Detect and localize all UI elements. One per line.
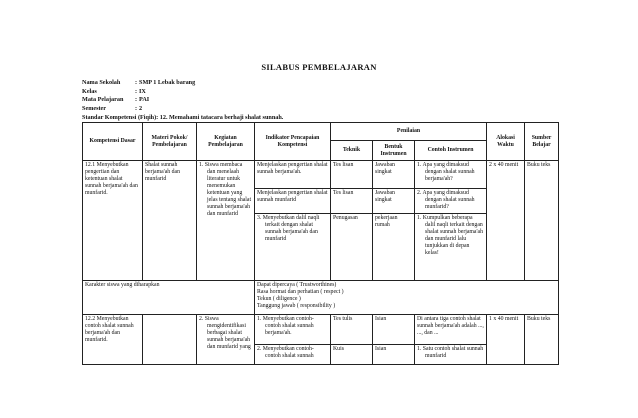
info-value: 2 <box>139 104 143 112</box>
header-contoh: Contoh Instrumen <box>415 141 487 161</box>
cell-teknik: Kuis <box>331 345 373 365</box>
info-value: IX <box>139 87 146 95</box>
info-row-subject: Mata Pelajaran : PAI <box>82 96 150 104</box>
cell-indikator: 1. Menyebutkan contoh-contoh shalat sunnah berjama'ah. <box>255 315 331 345</box>
cell-kegiatan: 2. Siswa mengidentifikasi berbagai shalat sunnah berjama'ah dan munfarid yang <box>197 315 255 365</box>
syllabus-table <box>82 122 559 365</box>
cell-kegiatan: 1. Siswa membaca dan menelaah literatur untuk menemukan ketentuan yang jelas tentang shalat sunnah berjama'ah dan munfarid <box>197 161 255 281</box>
cell-contoh: 2. Apa yang dimaksud dengan shalat sunnah munfarid? <box>415 189 487 214</box>
cell-bentuk: Jawaban singkat <box>373 189 415 214</box>
standar-label: Standar Kompetensi <box>82 114 137 121</box>
header-sumber: Sumber Belajar <box>525 123 559 161</box>
header-bentuk: Bentuk Instrumen <box>373 141 415 161</box>
cell-bentuk: Jawaban singkat <box>373 161 415 189</box>
cell-contoh: 1. Apa yang dimaksud dengan shalat sunnah berjama'ah? <box>415 161 487 189</box>
table-row <box>83 161 559 189</box>
header-materi: Materi Pokok/ Pembelajaran <box>143 123 197 161</box>
info-label: Kelas <box>82 87 97 95</box>
header-kompetensi: Kompetensi Dasar <box>83 123 143 161</box>
document-title: SILABUS PEMBELAJARAN <box>261 62 377 72</box>
cell-teknik: Tes tulis <box>331 315 373 345</box>
cell-materi <box>143 315 197 365</box>
cell-contoh: Di antara tiga contoh shalat sunnah berjama'ah adalah ..., ..., dan ... <box>415 315 487 345</box>
header-kegiatan: Kegiatan Pembelajaran <box>197 123 255 161</box>
header-indikator: Indikator Pencapaian Kompetensi <box>255 123 331 161</box>
karakter-item: Tekun ( diligence ) <box>257 296 301 302</box>
standar-value: (Fiqih): 12. Memahami tatacara berhaji shalat sunnah. <box>137 114 284 121</box>
karakter-label: Karakter siswa yang diharapkan <box>83 281 255 315</box>
karakter-list <box>255 281 559 315</box>
info-row-class: Kelas : IX <box>82 87 146 95</box>
karakter-item: Rasa hormat dan perhatian ( respect ) <box>257 289 344 295</box>
cell-teknik: Tes lisan <box>331 189 373 214</box>
cell-bentuk: pekerjaan rumah <box>373 214 415 281</box>
cell-contoh: 1. Satu contoh shalat sunnah munfarid <box>415 345 487 365</box>
cell-kompetensi: 12.2 Menyebutkan contoh shalat sunnah berjama'ah dan munfarid. <box>83 315 143 365</box>
cell-alokasi: 2 x 40 menit <box>487 161 525 281</box>
header-alokasi: Alokasi Waktu <box>487 123 525 161</box>
school-info <box>82 79 195 113</box>
info-label: Semester <box>82 104 107 112</box>
karakter-row <box>83 281 559 315</box>
info-value: SMP 1 Lebak barang <box>139 79 196 86</box>
cell-teknik: Penugasan <box>331 214 373 281</box>
header-teknik: Teknik <box>331 141 373 161</box>
cell-teknik: Tes lisan <box>331 161 373 189</box>
header-penilaian: Penilaian <box>331 123 487 141</box>
cell-alokasi: 1 x 40 menit <box>487 315 525 365</box>
cell-indikator: Menjelaskan pengertian shalat sunnah munfarid <box>255 189 331 214</box>
cell-kompetensi: 12.1 Menyebutkan pengertian dan ketentuan shalat sunnah berjama'ah dan munfarid. <box>83 161 143 281</box>
table-row <box>83 315 559 345</box>
standar-kompetensi <box>82 114 283 121</box>
info-value: PAI <box>139 96 150 104</box>
info-label: Mata Pelajaran <box>82 96 124 104</box>
cell-sumber: Buku teks <box>525 315 559 365</box>
cell-indikator: 3. Menyebutkan dalil naqli terkait dengan shalat sunnah berjama'ah dan munfarid <box>255 214 331 281</box>
info-row-semester: Semester : 2 <box>82 104 143 112</box>
info-label: Nama Sekolah <box>82 79 121 86</box>
info-row-school: Nama Sekolah : SMP 1 Lebak barang <box>82 79 196 86</box>
cell-bentuk: Isian <box>373 315 415 345</box>
cell-bentuk: Isian <box>373 345 415 365</box>
karakter-item: Dapat dipercaya ( Trustworthines) <box>257 282 337 288</box>
karakter-item: Tanggung jawab ( responsibility ) <box>257 303 336 309</box>
cell-indikator: Menjelaskan pengertian shalat sunnah berjama'ah. <box>255 161 331 189</box>
cell-materi: Shalat sunnah berjama'ah dan munfarid <box>143 161 197 281</box>
cell-contoh: 1. Kumpulkan beberapa dalil naqli terkait dengan shalat sunnah berjama'ah dan munfarid lalu tunjukkan di depan kelas! <box>415 214 487 281</box>
header-row <box>83 123 559 141</box>
cell-indikator: 2. Menyebutkan contoh-contoh shalat sunnah <box>255 345 331 365</box>
cell-sumber: Buku teks <box>525 161 559 281</box>
